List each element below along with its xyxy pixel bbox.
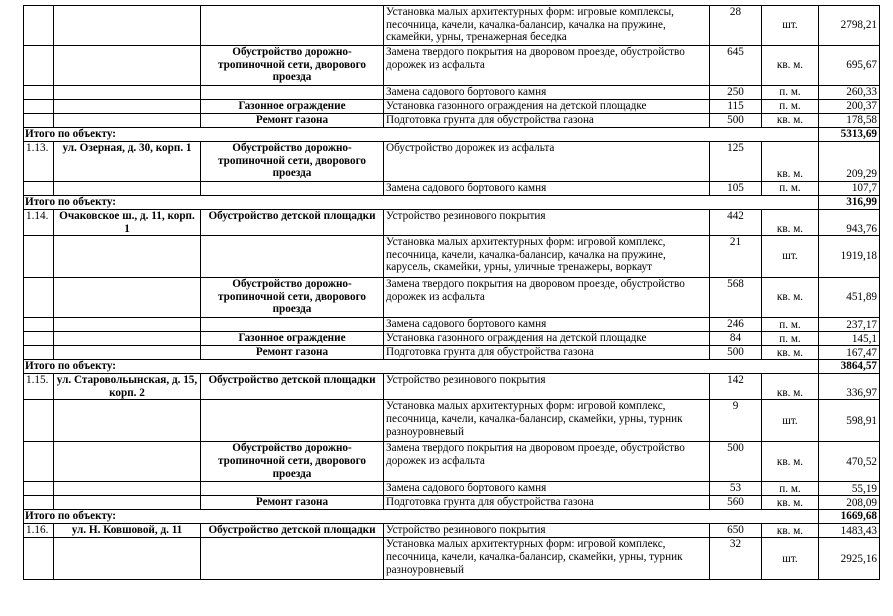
work-description-cell: Замена твердого покрытия на дворовом проезде, обустройство дорожек из асфальта xyxy=(384,442,710,482)
work-category-cell xyxy=(201,538,384,580)
cost-cell: 1483,43 xyxy=(819,524,880,538)
unit-cell: кв. м. xyxy=(762,46,819,86)
unit-cell: кв. м. xyxy=(762,374,819,400)
unit-cell: шт. xyxy=(762,538,819,580)
unit-cell: п. м. xyxy=(762,86,819,100)
cost-cell: 145,1 xyxy=(819,332,880,346)
object-number-cell xyxy=(24,496,54,510)
quantity-cell: 250 xyxy=(710,86,762,100)
total-label: Итого по объекту: xyxy=(24,196,819,210)
work-description-cell: Установка малых архитектурных форм: игровой комплекс, песочница, качели, качалка-балансир, качалка на пружине, карусель, скамейки, урны, уличные тренажеры, воркаут xyxy=(384,236,710,278)
unit-cell: кв. м. xyxy=(762,346,819,360)
object-address-cell xyxy=(54,482,201,496)
work-category-cell: Обустройство дорожно-тропиночной сети, дворового проезда xyxy=(201,278,384,318)
object-address-cell xyxy=(54,400,201,442)
quantity-cell: 105 xyxy=(710,182,762,196)
quantity-cell: 500 xyxy=(710,442,762,482)
work-category-cell: Ремонт газона xyxy=(201,346,384,360)
table-row xyxy=(24,374,880,400)
table-row xyxy=(24,524,880,538)
object-number-cell xyxy=(24,236,54,278)
table-row xyxy=(24,442,880,482)
work-description-cell: Подготовка грунта для обустройства газона xyxy=(384,496,710,510)
work-category-cell: Газонное ограждение xyxy=(201,100,384,114)
quantity-cell: 142 xyxy=(710,374,762,400)
work-description-cell: Подготовка грунта для обустройства газона xyxy=(384,346,710,360)
quantity-cell: 9 xyxy=(710,400,762,442)
cost-cell: 237,17 xyxy=(819,318,880,332)
object-number-cell xyxy=(24,114,54,128)
quantity-cell: 645 xyxy=(710,46,762,86)
object-number-cell xyxy=(24,100,54,114)
unit-cell: кв. м. xyxy=(762,114,819,128)
object-number-cell: 1.14. xyxy=(24,210,54,236)
cost-cell: 695,67 xyxy=(819,46,880,86)
table-row xyxy=(24,142,880,182)
cost-cell: 178,58 xyxy=(819,114,880,128)
quantity-cell: 53 xyxy=(710,482,762,496)
object-number-cell xyxy=(24,6,54,46)
quantity-cell: 246 xyxy=(710,318,762,332)
table-row xyxy=(24,538,880,580)
work-category-cell xyxy=(201,86,384,100)
cost-cell: 598,91 xyxy=(819,400,880,442)
cost-cell: 55,19 xyxy=(819,482,880,496)
quantity-cell: 442 xyxy=(710,210,762,236)
work-category-cell xyxy=(201,182,384,196)
unit-cell: п. м. xyxy=(762,332,819,346)
object-address-cell xyxy=(54,46,201,86)
object-number-cell xyxy=(24,400,54,442)
quantity-cell: 500 xyxy=(710,346,762,360)
work-category-cell: Обустройство детской площадки xyxy=(201,374,384,400)
unit-cell: кв. м. xyxy=(762,524,819,538)
work-category-cell xyxy=(201,482,384,496)
object-address-cell xyxy=(54,346,201,360)
unit-cell: кв. м. xyxy=(762,442,819,482)
object-number-cell: 1.16. xyxy=(24,524,54,538)
unit-cell: кв. м. xyxy=(762,496,819,510)
table-row xyxy=(24,210,880,236)
work-description-cell: Замена садового бортового камня xyxy=(384,318,710,332)
object-address-cell xyxy=(54,86,201,100)
total-value: 3864,57 xyxy=(819,360,880,374)
total-label: Итого по объекту: xyxy=(24,510,819,524)
quantity-cell: 560 xyxy=(710,496,762,510)
work-description-cell: Устройство резинового покрытия xyxy=(384,374,710,400)
quantity-cell: 28 xyxy=(710,6,762,46)
cost-cell: 2798,21 xyxy=(819,6,880,46)
work-category-cell: Обустройство дорожно-тропиночной сети, дворового проезда xyxy=(201,46,384,86)
cost-cell: 167,47 xyxy=(819,346,880,360)
quantity-cell: 84 xyxy=(710,332,762,346)
table-row xyxy=(24,182,880,196)
unit-cell: шт. xyxy=(762,400,819,442)
work-description-cell: Замена садового бортового камня xyxy=(384,86,710,100)
quantity-cell: 650 xyxy=(710,524,762,538)
work-description-cell: Установка малых архитектурных форм: игровой комплекс, песочница, качели, качалка-балансир, скамейки, урны, турник разноуровневый xyxy=(384,400,710,442)
table-row xyxy=(24,86,880,100)
work-description-cell: Подготовка грунта для обустройства газона xyxy=(384,114,710,128)
object-number-cell xyxy=(24,46,54,86)
table-row xyxy=(24,236,880,278)
work-description-cell: Замена твердого покрытия на дворовом проезде, обустройство дорожек из асфальта xyxy=(384,278,710,318)
quantity-cell: 32 xyxy=(710,538,762,580)
object-number-cell xyxy=(24,442,54,482)
quantity-cell: 500 xyxy=(710,114,762,128)
object-address-cell xyxy=(54,538,201,580)
table-row xyxy=(24,46,880,86)
object-total-row xyxy=(24,360,880,374)
total-label: Итого по объекту: xyxy=(24,360,819,374)
object-address-cell: Очаковское ш., д. 11, корп. 1 xyxy=(54,210,201,236)
work-category-cell: Ремонт газона xyxy=(201,496,384,510)
object-address-cell: ул. Старовольынская, д. 15, корп. 2 xyxy=(54,374,201,400)
work-description-cell: Обустройство дорожек из асфальта xyxy=(384,142,710,182)
total-value: 316,99 xyxy=(819,196,880,210)
work-description-cell: Замена садового бортового камня xyxy=(384,182,710,196)
cost-cell: 107,7 xyxy=(819,182,880,196)
object-address-cell xyxy=(54,278,201,318)
object-number-cell xyxy=(24,538,54,580)
quantity-cell: 125 xyxy=(710,142,762,182)
work-category-cell: Обустройство детской площадки xyxy=(201,524,384,538)
work-category-cell xyxy=(201,318,384,332)
object-total-row xyxy=(24,196,880,210)
table-row xyxy=(24,100,880,114)
work-category-cell: Обустройство детской площадки xyxy=(201,210,384,236)
table-row xyxy=(24,278,880,318)
work-category-cell xyxy=(201,236,384,278)
object-total-row xyxy=(24,510,880,524)
work-description-cell: Замена твердого покрытия на дворовом проезде, обустройство дорожек из асфальта xyxy=(384,46,710,86)
object-number-cell: 1.13. xyxy=(24,142,54,182)
work-category-cell: Ремонт газона xyxy=(201,114,384,128)
cost-cell: 208,09 xyxy=(819,496,880,510)
table-row xyxy=(24,332,880,346)
object-total-row xyxy=(24,128,880,142)
object-address-cell xyxy=(54,114,201,128)
work-description-cell: Установка газонного ограждения на детской площадке xyxy=(384,332,710,346)
object-address-cell xyxy=(54,496,201,510)
work-description-cell: Устройство резинового покрытия xyxy=(384,210,710,236)
total-value: 1669,68 xyxy=(819,510,880,524)
table-row xyxy=(24,400,880,442)
quantity-cell: 115 xyxy=(710,100,762,114)
object-address-cell xyxy=(54,318,201,332)
cost-cell: 200,37 xyxy=(819,100,880,114)
work-category-cell: Обустройство дорожно-тропиночной сети, дворового проезда xyxy=(201,442,384,482)
works-table xyxy=(23,5,880,580)
cost-cell: 336,97 xyxy=(819,374,880,400)
work-category-cell: Обустройство дорожно-тропиночной сети, дворового проезда xyxy=(201,142,384,182)
unit-cell: п. м. xyxy=(762,318,819,332)
work-category-cell: Газонное ограждение xyxy=(201,332,384,346)
cost-cell: 451,89 xyxy=(819,278,880,318)
work-category-cell xyxy=(201,6,384,46)
object-number-cell xyxy=(24,332,54,346)
object-address-cell: ул. Озерная, д. 30, корп. 1 xyxy=(54,142,201,182)
unit-cell: шт. xyxy=(762,6,819,46)
work-description-cell: Замена садового бортового камня xyxy=(384,482,710,496)
table-row xyxy=(24,346,880,360)
unit-cell: кв. м. xyxy=(762,142,819,182)
total-label: Итого по объекту: xyxy=(24,128,819,142)
table-row xyxy=(24,496,880,510)
unit-cell: кв. м. xyxy=(762,210,819,236)
unit-cell: п. м. xyxy=(762,482,819,496)
table-row xyxy=(24,482,880,496)
unit-cell: шт. xyxy=(762,236,819,278)
object-number-cell xyxy=(24,182,54,196)
unit-cell: кв. м. xyxy=(762,278,819,318)
object-address-cell xyxy=(54,100,201,114)
work-category-cell xyxy=(201,400,384,442)
object-address-cell xyxy=(54,182,201,196)
cost-cell: 2925,16 xyxy=(819,538,880,580)
table-row xyxy=(24,318,880,332)
work-description-cell: Установка малых архитектурных форм: игровые комплексы, песочница, качели, качалка-балансир, качалка на пружине, скамейки, урны, тренажерная беседка xyxy=(384,6,710,46)
unit-cell: п. м. xyxy=(762,182,819,196)
object-number-cell xyxy=(24,278,54,318)
table-row xyxy=(24,6,880,46)
quantity-cell: 21 xyxy=(710,236,762,278)
cost-cell: 260,33 xyxy=(819,86,880,100)
table-row xyxy=(24,114,880,128)
work-description-cell: Установка малых архитектурных форм: игровой комплекс, песочница, качели, качалка-балансир, скамейки, урны, турник разноуровневый xyxy=(384,538,710,580)
object-number-cell xyxy=(24,86,54,100)
object-address-cell xyxy=(54,332,201,346)
object-address-cell xyxy=(54,442,201,482)
object-address-cell xyxy=(54,236,201,278)
work-description-cell: Устройство резинового покрытия xyxy=(384,524,710,538)
quantity-cell: 568 xyxy=(710,278,762,318)
cost-cell: 209,29 xyxy=(819,142,880,182)
object-address-cell: ул. Н. Ковшовой, д. 11 xyxy=(54,524,201,538)
object-number-cell xyxy=(24,482,54,496)
object-number-cell: 1.15. xyxy=(24,374,54,400)
unit-cell: п. м. xyxy=(762,100,819,114)
cost-cell: 1919,18 xyxy=(819,236,880,278)
object-number-cell xyxy=(24,346,54,360)
cost-cell: 470,52 xyxy=(819,442,880,482)
object-address-cell xyxy=(54,6,201,46)
work-description-cell: Установка газонного ограждения на детской площадке xyxy=(384,100,710,114)
object-number-cell xyxy=(24,318,54,332)
cost-cell: 943,76 xyxy=(819,210,880,236)
total-value: 5313,69 xyxy=(819,128,880,142)
